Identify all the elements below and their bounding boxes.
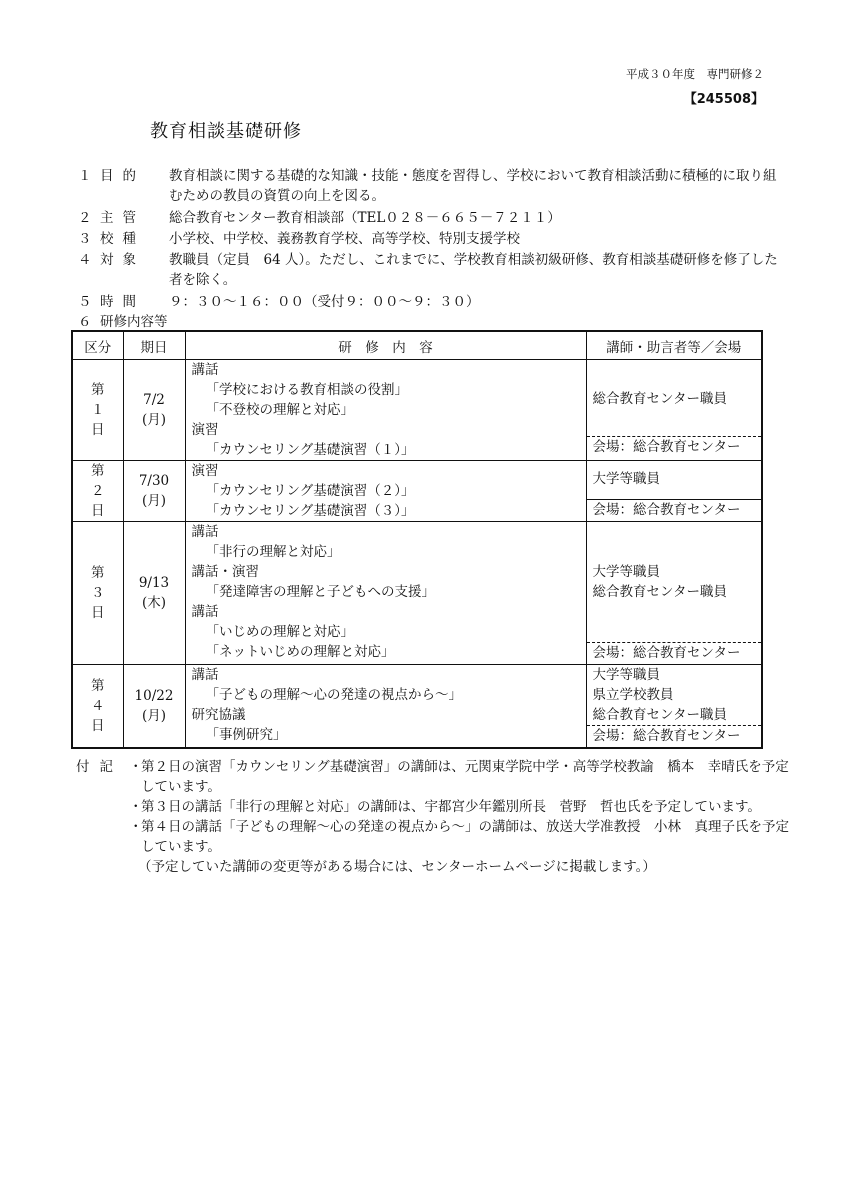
weekday: (木) xyxy=(141,595,167,611)
lecturer-name: 総合教育センター職員 xyxy=(592,391,727,407)
content-cell xyxy=(185,360,586,461)
day-char: 第 xyxy=(91,677,105,694)
item-label: 主管 xyxy=(100,210,145,226)
item-label: 校種 xyxy=(100,231,145,247)
content-line: 「カウンセリング基礎演習（２）」 xyxy=(205,483,415,499)
date-value: 7/2 xyxy=(143,392,165,408)
day-char: １ xyxy=(91,402,105,418)
lecturer-name: 大学等職員 xyxy=(592,667,660,683)
content-line: 「カウンセリング基礎演習（３）」 xyxy=(205,503,415,519)
lecturer-name: 総合教育センター職員 xyxy=(592,707,727,723)
note-closing: （予定していた講師の変更等がある場合には、センターホームページに掲載します。） xyxy=(138,859,656,875)
note-bullet: ・ xyxy=(129,799,143,815)
note-item xyxy=(129,757,790,797)
venue: 会場：総合教育センター xyxy=(587,642,762,663)
table-row xyxy=(72,360,762,461)
table-header-row xyxy=(72,331,762,360)
date-value: 9/13 xyxy=(138,575,170,591)
note-bullet: ・ xyxy=(129,819,143,835)
day-char: 第 xyxy=(91,382,105,398)
day-char: 日 xyxy=(91,503,105,519)
item-label: 対象 xyxy=(100,252,145,268)
table-row xyxy=(72,665,762,748)
content-line: 「事例研究」 xyxy=(205,727,287,743)
note-text: 第４日の講話「子どもの理解～心の発達の視点から～」の講師は、放送大学准教授 小林 真理子氏を予定しています。 xyxy=(141,819,789,855)
content-line: 「ネットいじめの理解と対応」 xyxy=(205,644,395,660)
header-lecturer: 講師・助言者等／会場 xyxy=(586,331,762,360)
content-line: 演習 xyxy=(191,422,219,438)
date-cell xyxy=(123,665,185,748)
date-cell xyxy=(123,461,185,522)
venue: 会場：総合教育センター xyxy=(587,499,762,520)
date-cell xyxy=(123,522,185,665)
content-line: 「不登校の理解と対応」 xyxy=(205,402,354,418)
item-number: ４ xyxy=(78,252,92,268)
day-char: 第 xyxy=(91,463,105,479)
content-line: 演習 xyxy=(191,463,219,479)
table-row xyxy=(72,461,762,522)
item-purpose xyxy=(78,166,778,206)
day-label xyxy=(72,360,123,461)
day-char: 第 xyxy=(91,565,105,581)
table-row xyxy=(72,522,762,665)
content-line: 「いじめの理解と対応」 xyxy=(205,624,354,640)
item-number: ５ xyxy=(78,294,92,310)
weekday: (月) xyxy=(141,707,167,724)
lecturer-name: 総合教育センター職員 xyxy=(592,584,727,600)
day-char: 日 xyxy=(91,605,105,621)
note-bullet: ・ xyxy=(129,759,143,775)
content-line: 講話 xyxy=(191,667,219,683)
date-cell xyxy=(123,360,185,461)
note-item xyxy=(129,797,790,817)
day-char: 日 xyxy=(91,422,105,438)
note-text: 第２日の演習「カウンセリング基礎演習」の講師は、元関東学院中学・高等学校教諭 橋本 幸晴氏を予定しています。 xyxy=(141,759,789,795)
item-number: ６ xyxy=(78,314,92,330)
day-label xyxy=(72,665,123,748)
content-cell xyxy=(185,665,586,748)
weekday: (月) xyxy=(141,412,167,428)
item-text: 総合教育センター教育相談部（TEL０２８－６６５－７２１１） xyxy=(169,210,561,226)
schedule-table xyxy=(71,330,763,749)
day-char: 日 xyxy=(91,717,105,734)
lecturer-cell xyxy=(586,360,762,461)
content-line: 「発達障害の理解と子どもへの支援」 xyxy=(205,584,435,600)
lecturer-cell xyxy=(586,461,762,522)
item-organizer xyxy=(78,208,778,228)
content-line: 講話 xyxy=(191,604,219,620)
content-line: 「カウンセリング基礎演習（１）」 xyxy=(205,442,415,458)
content-line: 講話 xyxy=(191,524,219,540)
item-number: １ xyxy=(78,168,92,184)
course-code: 【245508】 xyxy=(683,92,764,107)
lecturer-name: 県立学校教員 xyxy=(592,687,674,703)
lecturer-list xyxy=(587,522,762,642)
day-char: ３ xyxy=(91,585,105,601)
item-time xyxy=(78,292,778,312)
item-target xyxy=(78,250,778,290)
note-item xyxy=(129,817,790,857)
item-number: ３ xyxy=(78,231,92,247)
weekday: (月) xyxy=(141,493,167,509)
content-line: 講話・演習 xyxy=(191,564,259,580)
item-text: 小学校、中学校、義務教育学校、高等学校、特別支援学校 xyxy=(169,231,520,247)
date-value: 7/30 xyxy=(138,473,170,489)
lecturer-list xyxy=(587,665,762,725)
content-line: 「子どもの理解～心の発達の視点から～」 xyxy=(205,687,462,703)
day-char: ４ xyxy=(91,697,105,714)
header-date: 期日 xyxy=(123,331,185,360)
content-line: 「非行の理解と対応」 xyxy=(205,544,341,560)
content-line: 研究協議 xyxy=(191,707,246,723)
venue: 会場：総合教育センター xyxy=(587,436,762,457)
year-line: 平成３０年度 専門研修２ xyxy=(626,67,764,81)
content-line: 講話 xyxy=(191,362,219,378)
note-text: 第３日の講話「非行の理解と対応」の講師は、宇都宮少年鑑別所長 菅野 哲也氏を予定しています。 xyxy=(141,799,761,815)
content-line: 「学校における教育相談の役割」 xyxy=(205,382,408,398)
content-cell xyxy=(185,522,586,665)
day-label xyxy=(72,461,123,522)
item-label: 目的 xyxy=(100,168,145,184)
lecturer-name: 大学等職員 xyxy=(592,471,660,487)
item-text: ９：３０～１６：００（受付９：００～９：３０） xyxy=(169,294,480,310)
date-value: 10/22 xyxy=(134,687,174,704)
lecturer-cell xyxy=(586,665,762,748)
header-content: 研 修 内 容 xyxy=(185,331,586,360)
item-label: 時間 xyxy=(100,294,145,310)
lecturer-cell xyxy=(586,522,762,665)
item-number: ２ xyxy=(78,210,92,226)
lecturer-name: 大学等職員 xyxy=(592,564,660,580)
item-text: 教職員（定員 64 人）。ただし、これまでに、学校教育相談初級研修、教育相談基礎研修を修了した者を除く。 xyxy=(169,252,778,288)
page-title: 教育相談基礎研修 xyxy=(150,121,302,142)
day-char: ２ xyxy=(91,483,105,499)
day-label xyxy=(72,522,123,665)
notes-section xyxy=(70,757,790,877)
venue: 会場：総合教育センター xyxy=(587,725,762,746)
header-kubun: 区分 xyxy=(72,331,123,360)
item-text: 教育相談に関する基礎的な知識・技能・態度を習得し、学校において教育相談活動に積極的に取り組むための教員の資質の向上を図る。 xyxy=(169,168,777,204)
item-school-type xyxy=(78,229,778,249)
notes-heading: 付記 xyxy=(76,759,123,775)
content-cell xyxy=(185,461,586,522)
item-label: 研修内容等 xyxy=(100,314,168,330)
